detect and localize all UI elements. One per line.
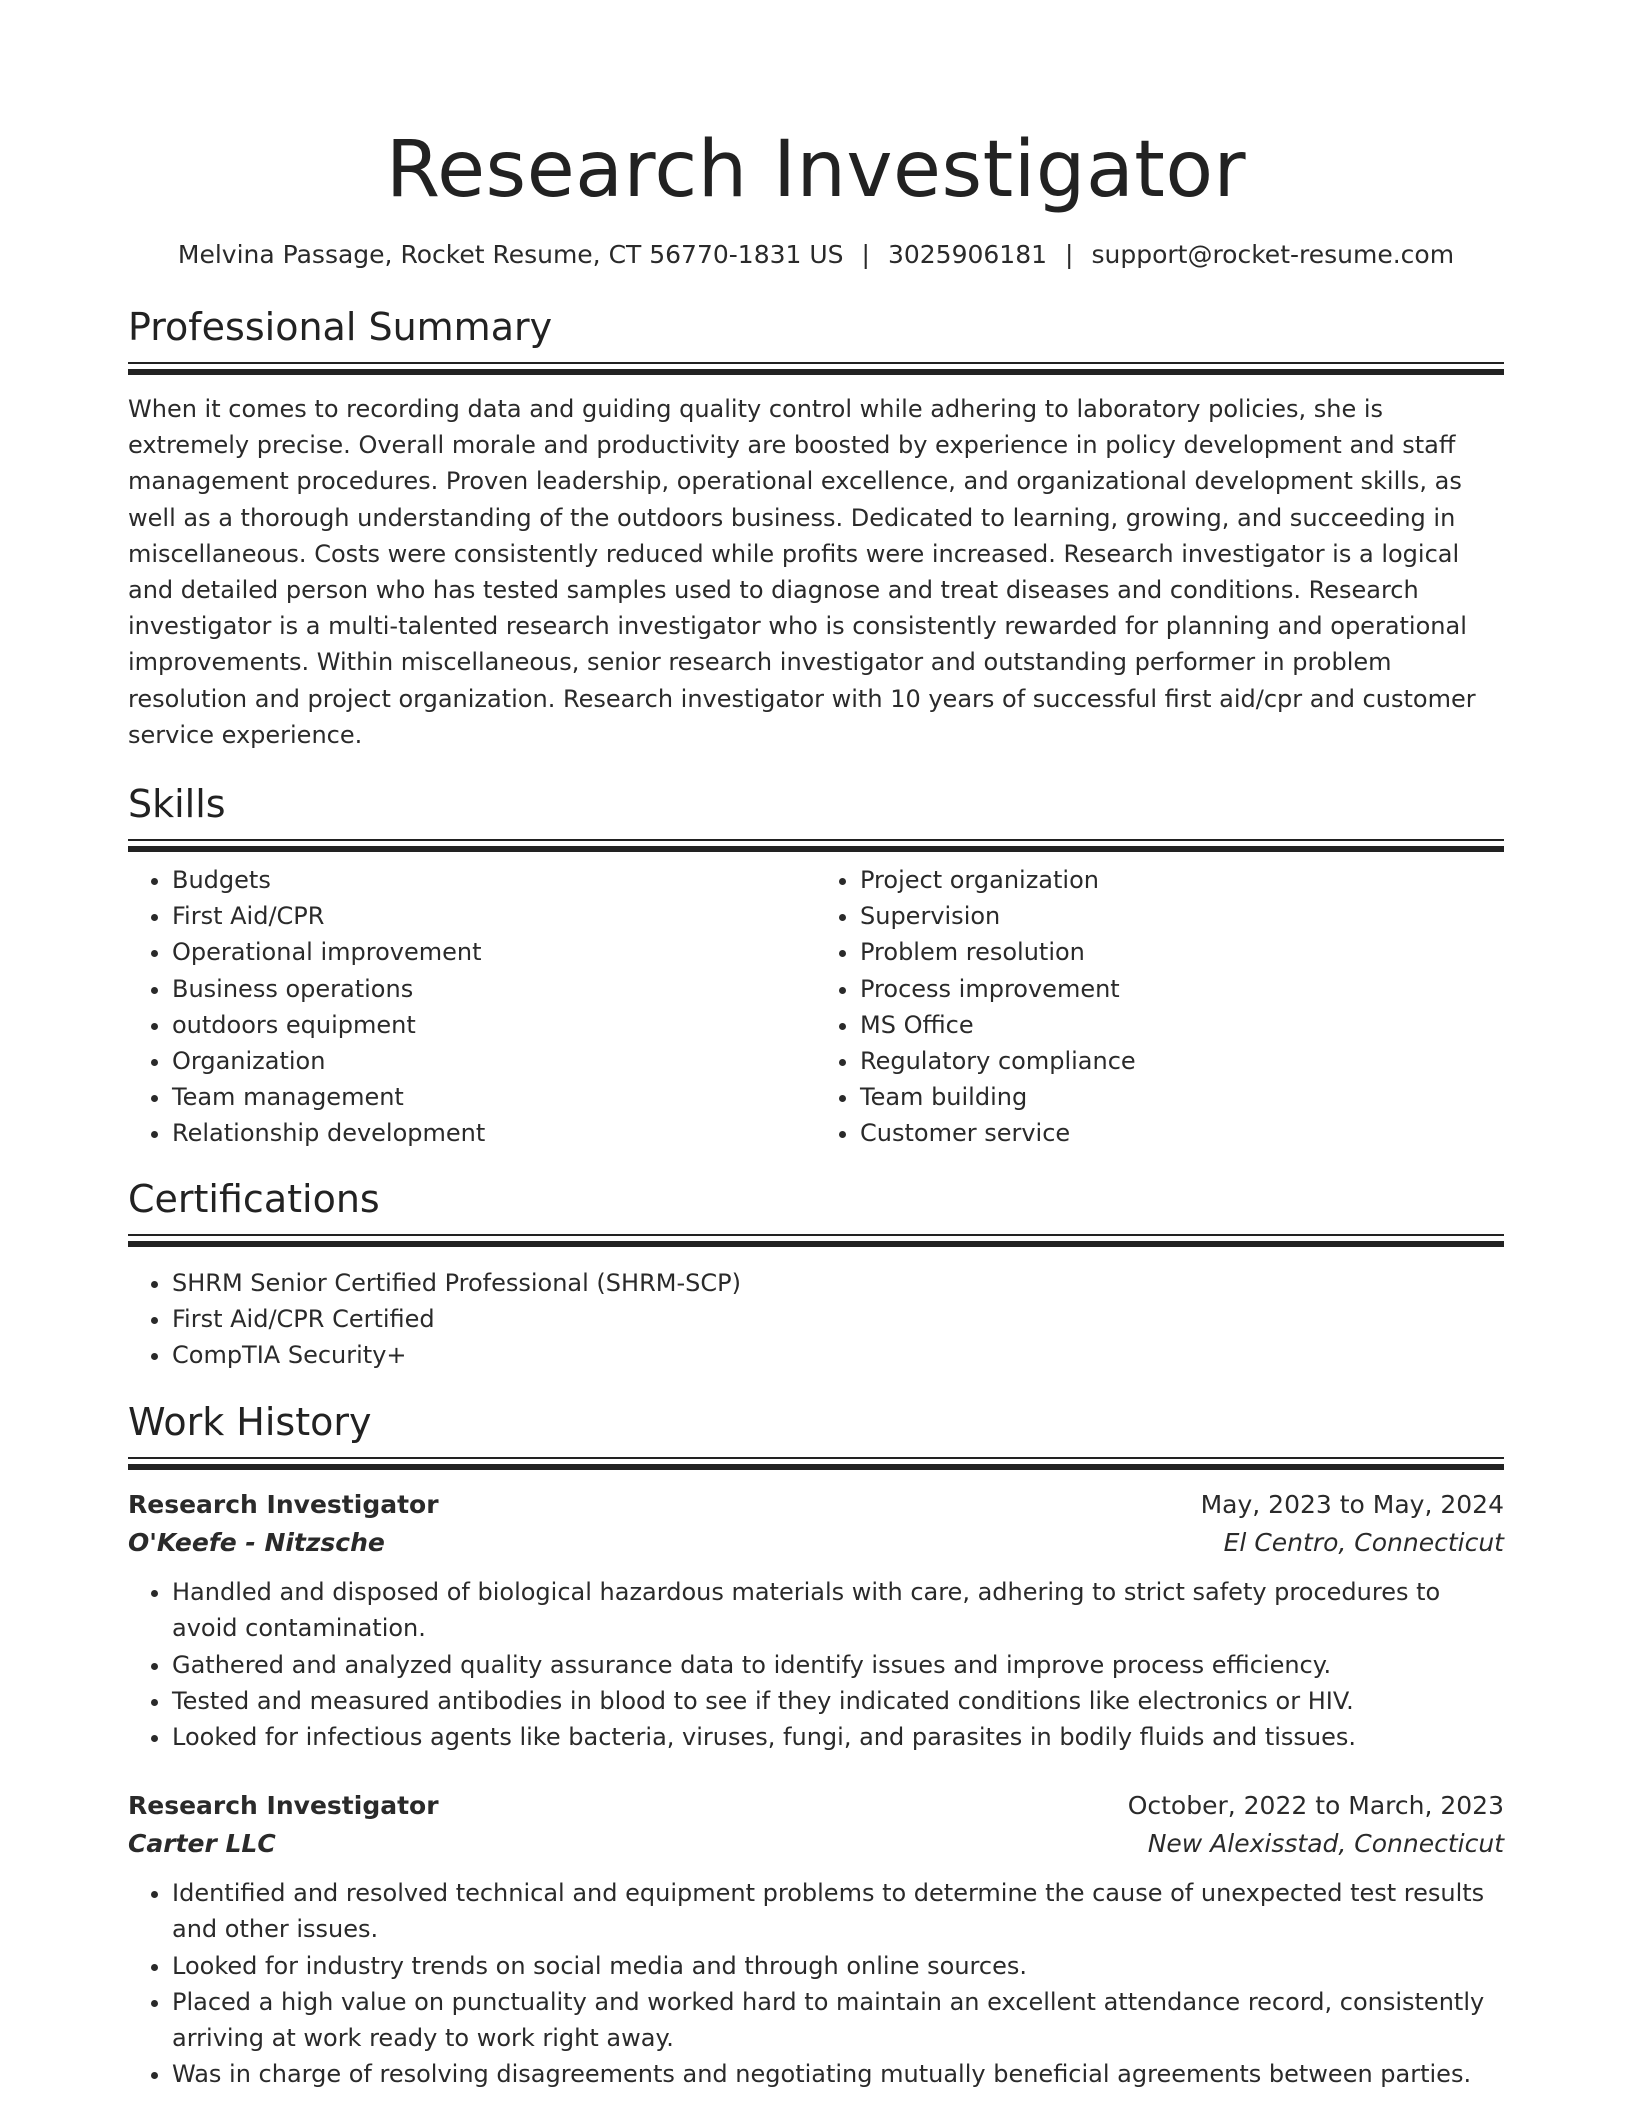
skills-grid (128, 862, 1504, 1152)
skill-item: • Supervision (860, 898, 1504, 934)
section-divider (128, 1234, 1504, 1249)
skill-item: • Business operations (172, 971, 816, 1007)
contact-separator: | (861, 240, 870, 269)
job-header (128, 1486, 1504, 1524)
summary-section (128, 302, 1504, 753)
job-location: New Alexisstad, Connecticut (1147, 1829, 1504, 1859)
job-subheader (128, 1825, 1504, 1863)
job-bullet: • Looked for industry trends on social media and through online sources. (172, 1948, 1504, 1984)
job-entry (128, 1486, 1504, 1755)
contact-email: support@rocket-resume.com (1091, 240, 1455, 269)
job-location: El Centro, Connecticut (1223, 1528, 1504, 1558)
job-bullet: • Identified and resolved technical and equipment problems to determine the cause of unexpected test results and other issues. (172, 1875, 1504, 1947)
contact-phone: 3025906181 (887, 240, 1048, 269)
skill-item: • Budgets (172, 862, 816, 898)
job-header (128, 1787, 1504, 1825)
work-history-section (128, 1397, 1504, 2092)
job-dates: May, 2023 to May, 2024 (1200, 1490, 1504, 1520)
skill-item: • Problem resolution (860, 934, 1504, 970)
job-company: Carter LLC (128, 1829, 276, 1859)
section-title-work-history: Work History (128, 1400, 372, 1445)
job-bullet: • Looked for infectious agents like bacteria, viruses, fungi, and parasites in bodily fluids and tissues. (172, 1719, 1504, 1755)
job-dates: October, 2022 to March, 2023 (1127, 1791, 1504, 1821)
skill-item: • MS Office (860, 1007, 1504, 1043)
certification-item: • CompTIA Security+ (172, 1337, 1504, 1373)
certification-item: • First Aid/CPR Certified (172, 1301, 1504, 1337)
skill-item: • Organization (172, 1043, 816, 1079)
skills-list-right (816, 862, 1504, 1152)
job-company: O'Keefe - Nitzsche (128, 1528, 385, 1558)
section-title-skills: Skills (128, 782, 226, 827)
summary-text: When it comes to recording data and guiding quality control while adhering to laboratory policies, she is extremely precise. Overall morale and productivity are boosted by experience in policy development and staff management procedures. Proven leadership, operational excellence, and organizational development skills, as well as a thorough understanding of the outdoors business. Dedicated to learning, growing, and succeeding in miscellaneous. Costs were consistently reduced while profits were increased. Research investigator is a logical and detailed person who has tested samples used to diagnose and treat diseases and conditions. Research investigator is a multi-talented research investigator who is consistently rewarded for planning and operational improvements. Within miscellaneous, senior research investigator and outstanding performer in problem resolution and project organization. Research investigator with 10 years of successful first aid/cpr and customer service experience. (128, 395, 1476, 749)
certifications-section (128, 1174, 1504, 1374)
job-bullets (128, 1875, 1504, 2092)
job-bullet: • Handled and disposed of biological hazardous materials with care, adhering to strict safety procedures to avoid contamination. (172, 1574, 1504, 1646)
skill-item: • Team management (172, 1079, 816, 1115)
section-divider (128, 362, 1504, 377)
section-title-certifications: Certifications (128, 1176, 380, 1221)
job-bullet: • Was in charge of resolving disagreements and negotiating mutually beneficial agreements between parties. (172, 2056, 1504, 2092)
section-divider (128, 839, 1504, 854)
resume-name: Research Investigator (385, 125, 1247, 215)
job-subheader (128, 1524, 1504, 1562)
job-entry (128, 1787, 1504, 2092)
job-bullet: • Gathered and analyzed quality assurance data to identify issues and improve process efficiency. (172, 1647, 1504, 1683)
skill-item: • First Aid/CPR (172, 898, 816, 934)
contact-line (128, 238, 1504, 272)
skill-item: • Customer service (860, 1115, 1504, 1151)
skill-item: • Relationship development (172, 1115, 816, 1151)
job-bullets (128, 1574, 1504, 1755)
contact-address: Melvina Passage, Rocket Resume, CT 56770-1831 US (177, 240, 844, 269)
job-title: Research Investigator (128, 1791, 439, 1821)
skill-item: • outdoors equipment (172, 1007, 816, 1043)
job-bullet: • Tested and measured antibodies in blood to see if they indicated conditions like electronics or HIV. (172, 1683, 1504, 1719)
contact-separator: | (1065, 240, 1074, 269)
skills-list-left (128, 862, 816, 1152)
certifications-list (128, 1265, 1504, 1374)
skill-item: • Project organization (860, 862, 1504, 898)
skills-section (128, 779, 1504, 1152)
skill-item: • Process improvement (860, 971, 1504, 1007)
skill-item: • Team building (860, 1079, 1504, 1115)
section-title-summary: Professional Summary (128, 305, 553, 349)
job-bullet: • Placed a high value on punctuality and worked hard to maintain an excellent attendance record, consistently arriving at work ready to work right away. (172, 1984, 1504, 2056)
skill-item: • Operational improvement (172, 934, 816, 970)
section-divider (128, 1457, 1504, 1472)
skill-item: • Regulatory compliance (860, 1043, 1504, 1079)
certification-item: • SHRM Senior Certified Professional (SHRM-SCP) (172, 1265, 1504, 1301)
job-title: Research Investigator (128, 1490, 439, 1520)
